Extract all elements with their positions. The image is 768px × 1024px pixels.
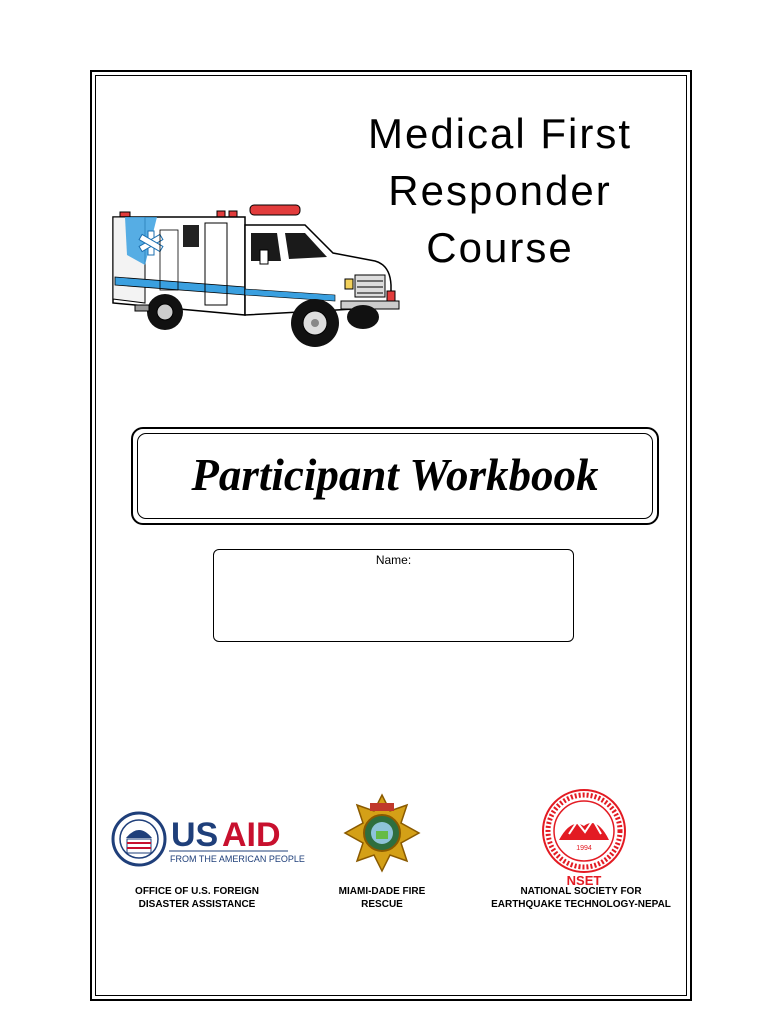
workbook-title-box — [131, 427, 659, 525]
nset-year: 1994 — [576, 845, 592, 852]
usaid-tagline: FROM THE AMERICAN PEOPLE — [170, 854, 305, 864]
workbook-title: Participant Workbook — [191, 450, 599, 500]
course-title-line-1: Medical First — [367, 110, 633, 157]
usaid-caption-line-2: DISASTER ASSISTANCE — [138, 899, 256, 910]
miami-dade-caption-line-1: MIAMI-DADE FIRE — [338, 886, 426, 897]
name-field[interactable] — [213, 549, 574, 642]
ambulance-icon — [105, 195, 400, 355]
usaid-wordmark-aid: AID — [222, 816, 281, 854]
course-title-line-3: Course — [426, 224, 574, 271]
nset-caption-line-1: NATIONAL SOCIETY FOR — [520, 886, 642, 897]
course-title-line-2: Responder — [388, 167, 612, 214]
miami-dade-fire-rescue-logo — [343, 793, 421, 873]
nset-logo — [541, 788, 627, 888]
name-label: Name: — [375, 553, 412, 567]
nset-caption — [488, 885, 674, 911]
usaid-logo — [112, 808, 305, 870]
miami-dade-caption-line-2: RESCUE — [361, 899, 403, 910]
nset-acronym: NSET — [566, 873, 602, 888]
usaid-caption — [108, 885, 286, 911]
usaid-caption-line-1: OFFICE OF U.S. FOREIGN — [135, 886, 259, 897]
nset-caption-line-2: EARTHQUAKE TECHNOLOGY-NEPAL — [491, 899, 671, 910]
usaid-wordmark-us: US — [171, 816, 219, 854]
miami-dade-caption — [323, 885, 441, 911]
